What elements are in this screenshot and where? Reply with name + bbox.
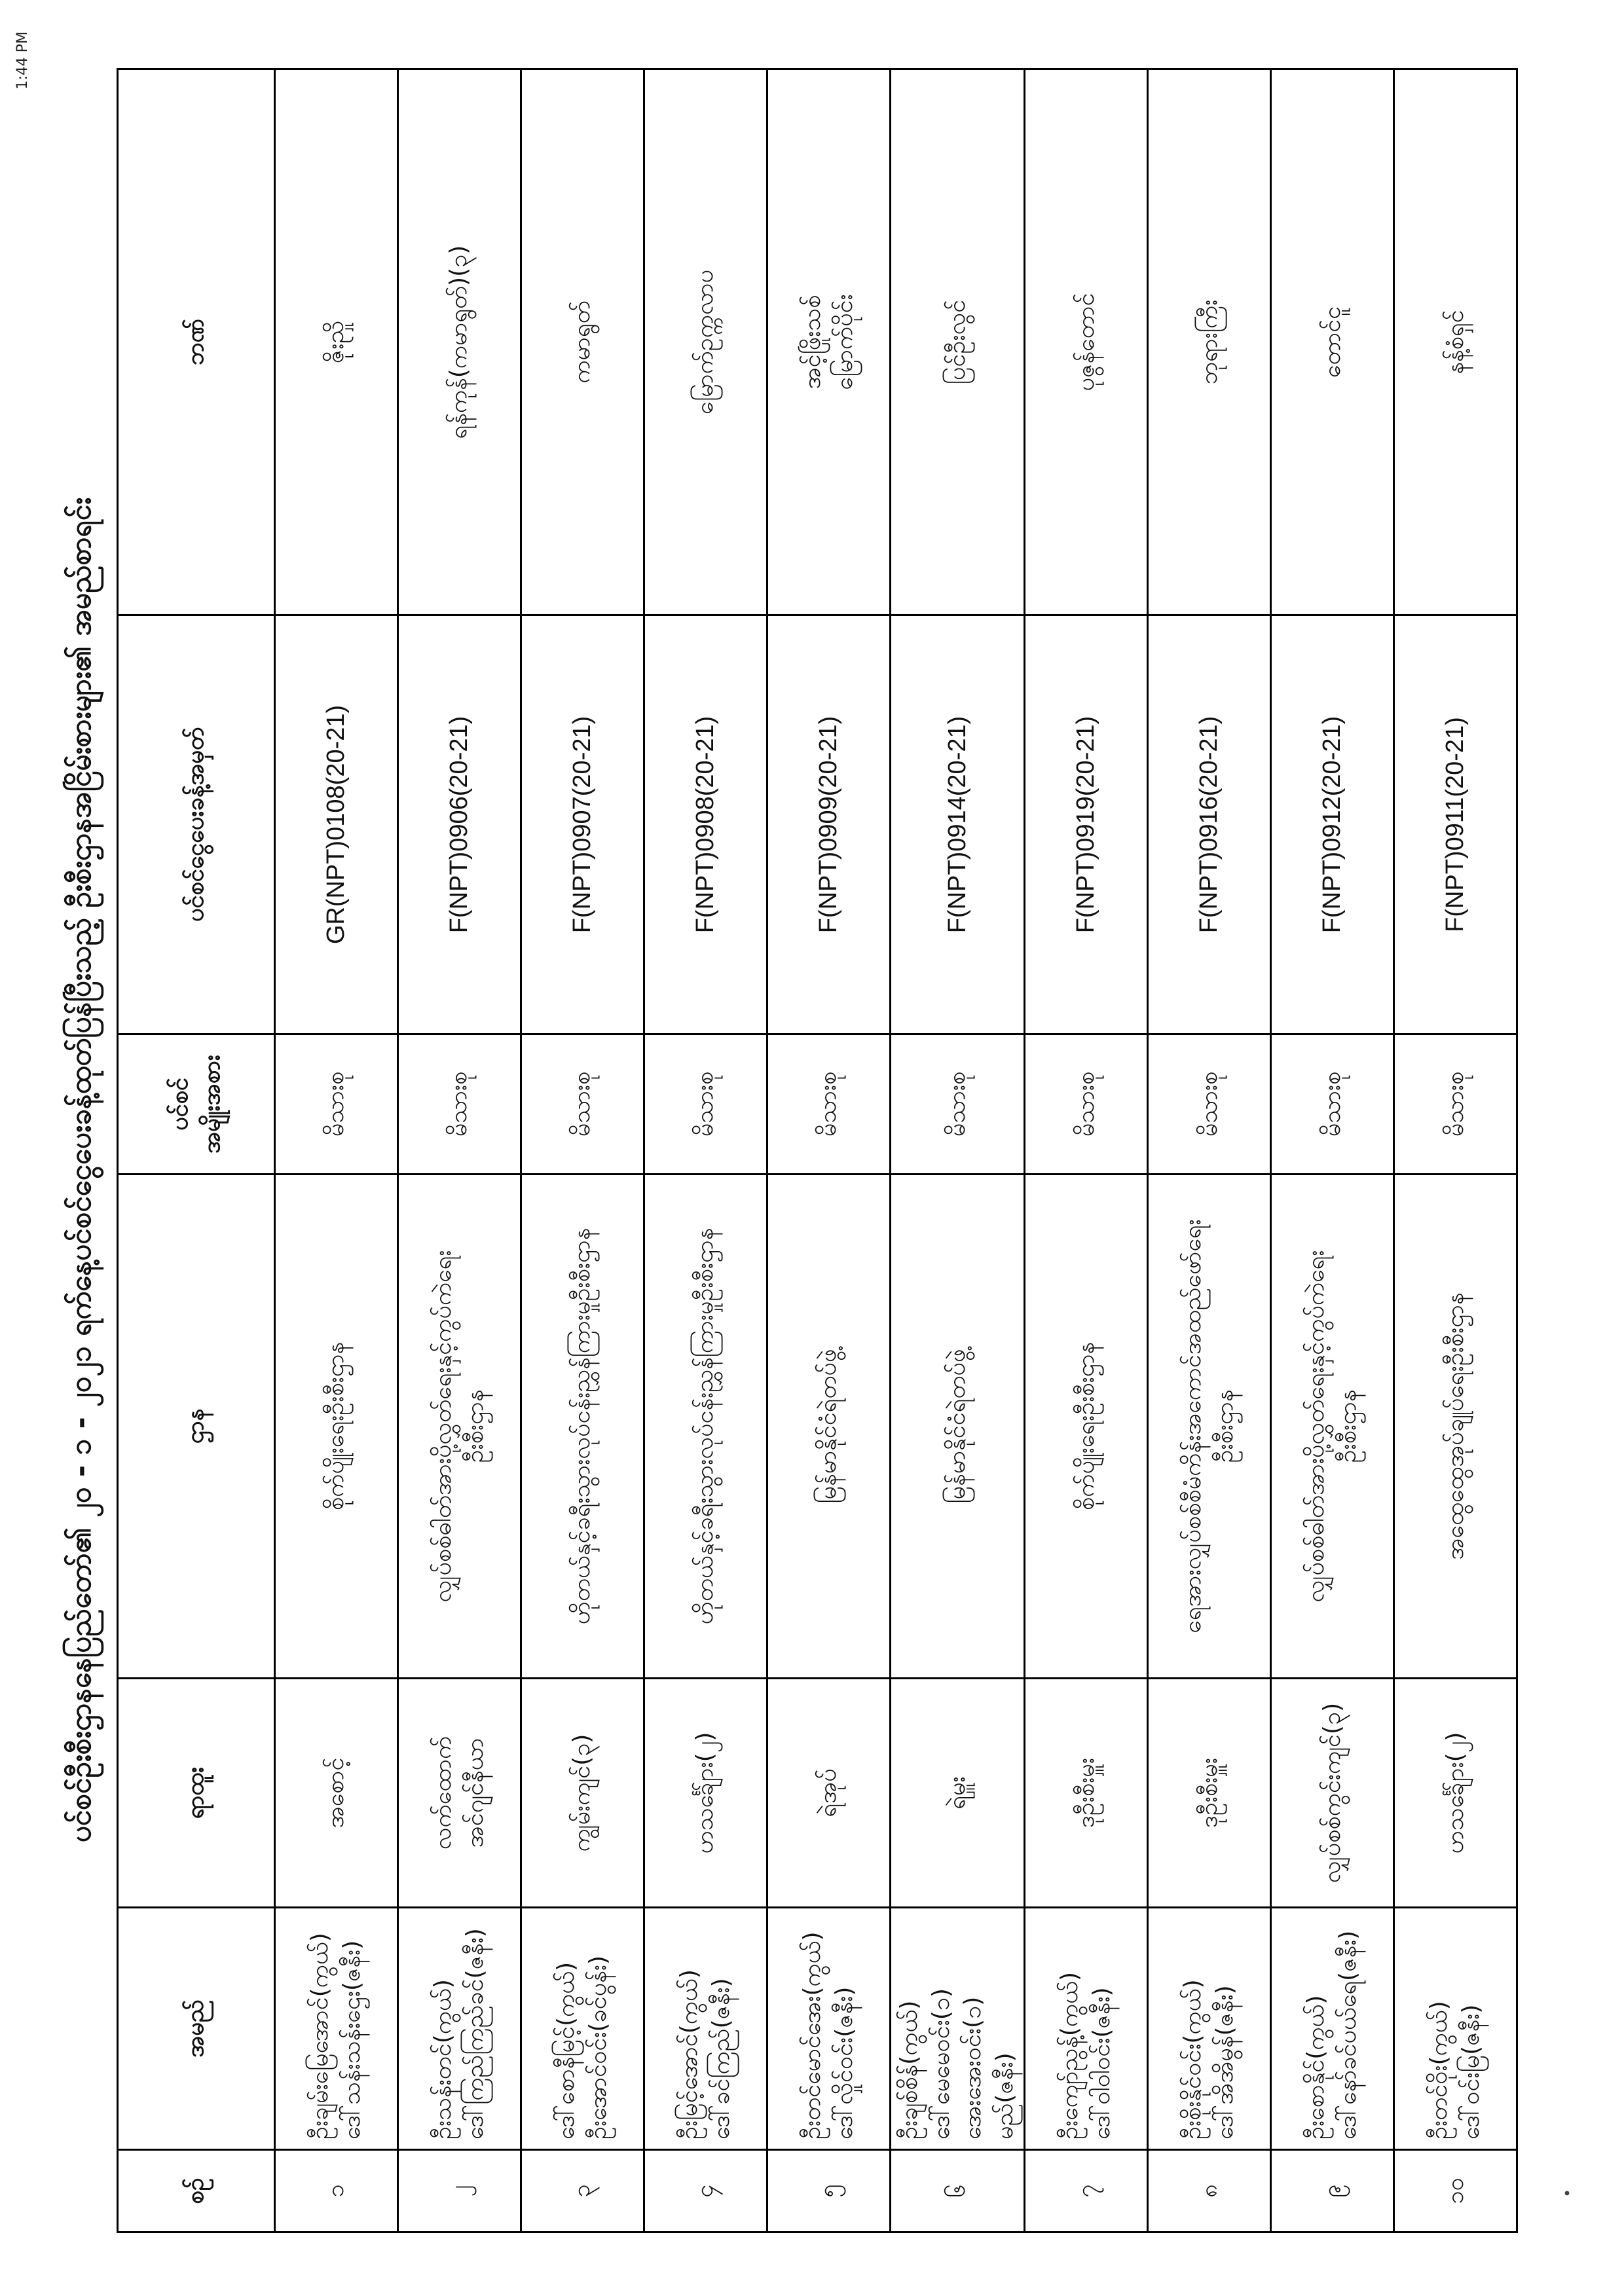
row-position: ဟသင်္ချော်း(၂) [1394,1679,1517,1908]
row-name: ဦးသန်းတင်(ကွယ်) ဒေါ်ကြည်ကြည်ခင်(ဇနီး) [398,1908,521,2150]
row-name: ဦးတင်မောင်အေး(ကွယ်) ဒေါ်လှိုင်ဝင်း(ဇနီး) [767,1908,891,2150]
row-position: အစောင့် [275,1679,398,1908]
row-permit-number: F(NPT)0919(20-21) [1025,615,1148,1034]
row-position: လျှပ်စစ်ကွင်းကျင်(၃) [1271,1679,1394,1908]
row-pension-type: မိသားစု [1148,1034,1271,1175]
row-position: ဒုဦးစီးမှူး [1148,1679,1271,1908]
row-position: ရဲမှူး [891,1679,1025,1908]
table-row [891,69,1025,2232]
row-department: မြန်မာနိုင်ငံရဲတပ်ဖွဲ့ [891,1175,1025,1679]
document-title: ပင်စင်ဦးစီးဌာနနေပြည်တော်၏ ၂၀ - ၁ - ၂၀၂၁ ရက်နေ့ပင်စင်ငွေပေးခန့်ထုတ်ပြန်ပြီးသည့် ဦးစီးဌာနအငြိမ်းစားများ၏ အမည်စာရင်း [64,497,98,1843]
row-number: ၄ [644,2150,767,2232]
row-number: ၂ [398,2150,521,2232]
row-permit-number: F(NPT)0914(20-21) [891,615,1025,1034]
header-position: ရာထူး [118,1679,275,1908]
table-row [521,69,644,2232]
header-permit-number: ပင်စင်ငွေပေးခန့်အမှတ် [118,615,275,1034]
row-permit-number: GR(NPT)0108(20-21) [275,615,398,1034]
header-pension-type: ပင်စင် အမျိုးအစား [118,1034,275,1175]
row-bank: အင့်ဖြိုးသစ် မြောက်ပိုင်း [767,69,891,615]
row-bank: တောင်ငူ [1271,69,1394,615]
row-position: ဒုဦးစီးမှူး [1025,1679,1148,1908]
row-number: ၈ [1148,2150,1271,2232]
row-permit-number: F(NPT)0906(20-21) [398,615,521,1034]
row-bank: ကမာရွတ် [521,69,644,615]
row-position: ရဲအုပ် [767,1679,891,1908]
header-bank: ဘဏ် [118,69,275,615]
row-pension-type: မိသားစု [521,1034,644,1175]
row-pension-type: မိသားစု [1271,1034,1394,1175]
row-bank: ပုဇွန်တောင် [1025,69,1148,615]
row-permit-number: F(NPT)0911(20-21) [1394,615,1517,1034]
timestamp: 1:44 PM [14,31,31,90]
row-name: ဦးစိုးနိုင်ဝင်း(ကွယ်) ဒေါ်အိအိမွန်(ဇနီး) [1148,1908,1271,2150]
table-row [1271,69,1394,2232]
row-name: ဒေါ်စောနီမြင့်(ကွယ်) ဦးအောင်ဝင်း(ခင်ပွန်း) [521,1908,644,2150]
row-name: ဦးချမ်းမြေအောင်(ကွယ်) ဒေါ်သန်းသန်းဌေး(ဇနီး) [275,1908,398,2150]
row-bank: မြောက်ဥက္ကလာပ [644,69,767,615]
row-department: အထွေထွေအုပ်ချုပ်ရေးဦးစီးဌာန [1394,1175,1517,1679]
row-pension-type: မိသားစု [767,1034,891,1175]
row-department: လျှပ်စစ်ဓါတ်အားပို့လွှတ်ရေးနှင့်ကွပ်ကဲရေး ဦးစီးဌာန [398,1175,521,1679]
row-number: ၁ [275,2150,398,2232]
row-department: ဟိုတယ်နှင့်ခရီးသွားလုပ်ငန်းညွှန်ကြားမှုဦးစီးဌာန [521,1175,644,1679]
row-permit-number: F(NPT)0908(20-21) [644,615,767,1034]
row-name: ဦးစောနိုင်(ကွယ်) ဒေါ်နော်ခင်ပယ်ရေ(ဇနီး) [1271,1908,1394,2150]
scan-mark: • [1559,2188,1577,2198]
row-department: လျှပ်စစ်ဓါတ်အားပို့လွှတ်ရေးနှင့်ကွပ်ကဲရေး ဦးစီးဌာန [1271,1175,1394,1679]
table-row [767,69,891,2232]
row-department: စိုက်ပျိုးရေးဦးစီးဌာန [1025,1175,1148,1679]
row-name: ဦးကျော်ညွန့်(ကွယ်) ဒေါ်ဝါဝါဝင်း(ဇနီး) [1025,1908,1148,2150]
row-number: ၉ [1271,2150,1394,2232]
row-number: ၆ [891,2150,1025,2232]
header-department: ဌာန [118,1175,275,1679]
row-department: စိုက်ပျိုးရေးဦးစီးဌာန [275,1175,398,1679]
row-permit-number: F(NPT)0909(20-21) [767,615,891,1034]
row-position: လက်ထောက် အင်ဂျင်နီယာ [398,1679,521,1908]
row-pension-type: မိသားစု [275,1034,398,1175]
pension-table [117,68,1518,2233]
table-row [275,69,398,2232]
header-name: အမည် [118,1908,275,2150]
row-number: ၁၀ [1394,2150,1517,2232]
row-pension-type: မိသားစု [891,1034,1025,1175]
row-pension-type: မိသားစု [1394,1034,1517,1175]
row-name: ဦးမြင့်အောင်(ကွယ်) ဒေါ်ခင်ကြည်(ဇနီး) [644,1908,767,2150]
row-pension-type: မိသားစု [398,1034,521,1175]
row-position: ဟသင်္ချော်း(၂) [644,1679,767,1908]
row-permit-number: F(NPT)0912(20-21) [1271,615,1394,1034]
row-bank: ရန်ကုန်(ကမာရွတ်)(၃) [398,69,521,615]
table-row [1394,69,1517,2232]
table-row [1148,69,1271,2232]
row-number: ၇ [1025,2150,1148,2232]
row-bank: ဘုရားကြီး [1148,69,1271,615]
row-permit-number: F(NPT)0907(20-21) [521,615,644,1034]
table-row [1025,69,1148,2232]
row-bank: ပြင်ဦးလွင် [891,69,1025,615]
row-number: ၅ [767,2150,891,2232]
table-row [644,69,767,2232]
row-department: မြန်မာနိုင်ငံရဲတပ်ဖွဲ့ [767,1175,891,1679]
row-department: ဟိုတယ်နှင့်ခရီးသွားလုပ်ငန်းညွှန်ကြားမှုဦးစီးဌာန [644,1175,767,1679]
header-no: စဉ် [118,2150,275,2232]
row-name: ဦးတင်ဝိုး(ကွယ်) ဒေါ်ဝင်းမြ(ဇနီး) [1394,1908,1517,2150]
row-bank: နန့်စံရှင် [1394,69,1517,615]
row-permit-number: F(NPT)0916(20-21) [1148,615,1271,1034]
row-bank: ဇိုးညှို [275,69,398,615]
table-row [398,69,521,2232]
table-header-row [118,69,275,2232]
row-position: ကျွမ်းကျင်(၃) [521,1679,644,1908]
row-number: ၃ [521,2150,644,2232]
row-pension-type: မိသားစု [644,1034,767,1175]
row-pension-type: မိသားစု [1025,1034,1148,1175]
row-name: ဦးချစ်စိန်(ကွယ်) ဒေါ်မေမေဝင်း(၁) အေးအေးဝင်း(၁) မည်(ဇနီး) [891,1908,1025,2150]
row-department: ရေအားလျှပ်စစ်စီမံကိန်းအကောင်အထည်ဖော်ရေး ဦးစီးဌာန [1148,1175,1271,1679]
